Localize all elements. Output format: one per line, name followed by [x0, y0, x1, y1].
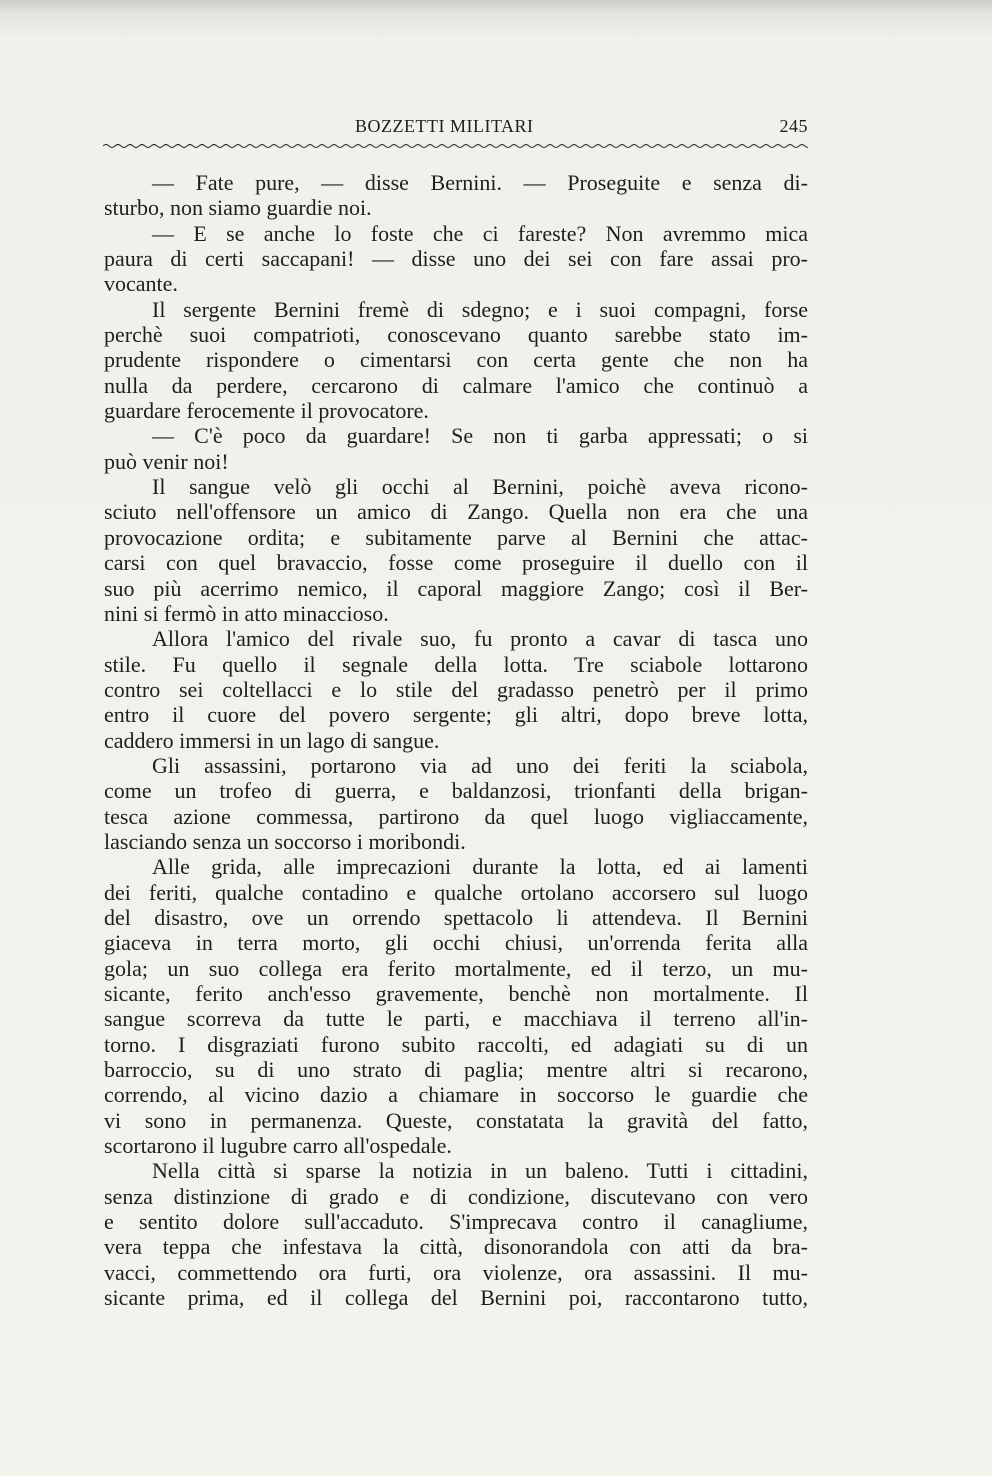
- text-line: prudente rispondere o cimentarsi con certa gente che non ha: [104, 347, 808, 373]
- text-line: giaceva in terra morto, gli occhi chiusi, un'orrenda ferita alla: [104, 930, 808, 956]
- text-line: carsi con quel bravaccio, fosse come proseguire il duello con il: [104, 550, 808, 576]
- text-line: del disastro, ove un orrendo spettacolo li attendeva. Il Bernini: [104, 904, 808, 930]
- text-line: nini si fermò in atto minaccioso.: [104, 600, 389, 626]
- text-line: scortarono il lugubre carro all'ospedale.: [104, 1133, 452, 1159]
- text-line: Allora l'amico del rivale suo, fu pronto a cavar di tasca uno: [152, 626, 808, 652]
- text-line: nulla da perdere, cercarono di calmare l'amico che continuò a: [104, 372, 808, 398]
- text-line: può venir noi!: [104, 448, 229, 474]
- text-line: sicante prima, ed il collega del Bernini poi, raccontarono tutto,: [104, 1285, 808, 1311]
- text-line: sturbo, non siamo guardie noi.: [104, 195, 372, 221]
- text-line: vera teppa che infestava la città, disonorandola con atti da bra-: [104, 1234, 808, 1260]
- text-line: sciuto nell'offensore un amico di Zango. Quella non era che una: [104, 499, 808, 525]
- page-header: [103, 116, 808, 140]
- text-line: vi sono in permanenza. Queste, constatata la gravità del fatto,: [104, 1107, 808, 1133]
- text-line: tesca azione commessa, partirono da quel luogo vigliaccamente,: [104, 803, 808, 829]
- text-line: paura di certi saccapani! — disse uno dei sei con fare assai pro-: [104, 246, 808, 272]
- text-line: lasciando senza un soccorso i moribondi.: [104, 828, 466, 854]
- text-line: — Fate pure, — disse Bernini. — Proseguite e senza di-: [152, 170, 808, 195]
- text-line: barroccio, su di uno strato di paglia; mentre altri si recarono,: [104, 1057, 808, 1083]
- text-line: come un trofeo di guerra, e baldanzosi, trionfanti della brigan-: [104, 778, 808, 804]
- text-line: Il sangue velò gli occhi al Bernini, poichè aveva ricono-: [152, 474, 808, 500]
- text-line: correndo, al vicino dazio a chiamare in soccorso le guardie che: [104, 1082, 808, 1108]
- text-line: perchè suoi compatrioti, conoscevano quanto sarebbe stato im-: [104, 322, 808, 348]
- text-line: provocazione ordita; e subitamente parve al Bernini che attac-: [104, 524, 808, 550]
- text-line: gola; un suo collega era ferito mortalmente, ed il terzo, un mu-: [104, 955, 808, 981]
- text-line: senza distinzione di grado e di condizione, discutevano con vero: [104, 1183, 808, 1209]
- text-line: Nella città si sparse la notizia in un baleno. Tutti i cittadini,: [152, 1158, 808, 1184]
- page-number: 245: [779, 116, 808, 136]
- wavy-header-rule: [103, 142, 808, 150]
- text-line: Alle grida, alle imprecazioni durante la lotta, ed ai lamenti: [152, 854, 808, 880]
- text-line: suo più acerrimo nemico, il caporal maggiore Zango; così il Ber-: [104, 575, 808, 601]
- text-line: stile. Fu quello il segnale della lotta. Tre sciabole lottarono: [104, 651, 808, 677]
- text-line: Gli assassini, portarono via ad uno dei feriti la sciabola,: [152, 752, 808, 778]
- text-line: contro sei coltellacci e lo stile del gradasso penetrò per il primo: [104, 676, 808, 702]
- text-line: guardare ferocemente il provocatore.: [104, 398, 429, 424]
- body-text: [104, 170, 808, 1310]
- text-line: e sentito dolore sull'accaduto. S'imprecava contro il canagliume,: [104, 1209, 808, 1235]
- text-line: vocante.: [104, 271, 178, 297]
- running-title: BOZZETTI MILITARI: [355, 116, 534, 136]
- text-line: dei feriti, qualche contadino e qualche ortolano accorsero sul luogo: [104, 879, 808, 905]
- text-line: vacci, commettendo ora furti, ora violenze, ora assassini. Il mu-: [104, 1259, 808, 1285]
- text-line: entro il cuore del povero sergente; gli altri, dopo breve lotta,: [104, 702, 808, 728]
- text-line: — E se anche lo foste che ci fareste? Non avremmo mica: [152, 220, 808, 246]
- text-line: sicante, ferito anch'esso gravemente, benchè non mortalmente. Il: [104, 981, 808, 1006]
- text-line: caddero immersi in un lago di sangue.: [104, 727, 440, 753]
- text-line: Il sergente Bernini fremè di sdegno; e i suoi compagni, forse: [152, 296, 808, 322]
- text-line: sangue scorreva da tutte le parti, e macchiava il terreno all'in-: [104, 1006, 808, 1032]
- text-line: torno. I disgraziati furono subito raccolti, ed adagiati su di un: [104, 1031, 808, 1057]
- text-line: — C'è poco da guardare! Se non ti garba appressati; o si: [152, 423, 808, 449]
